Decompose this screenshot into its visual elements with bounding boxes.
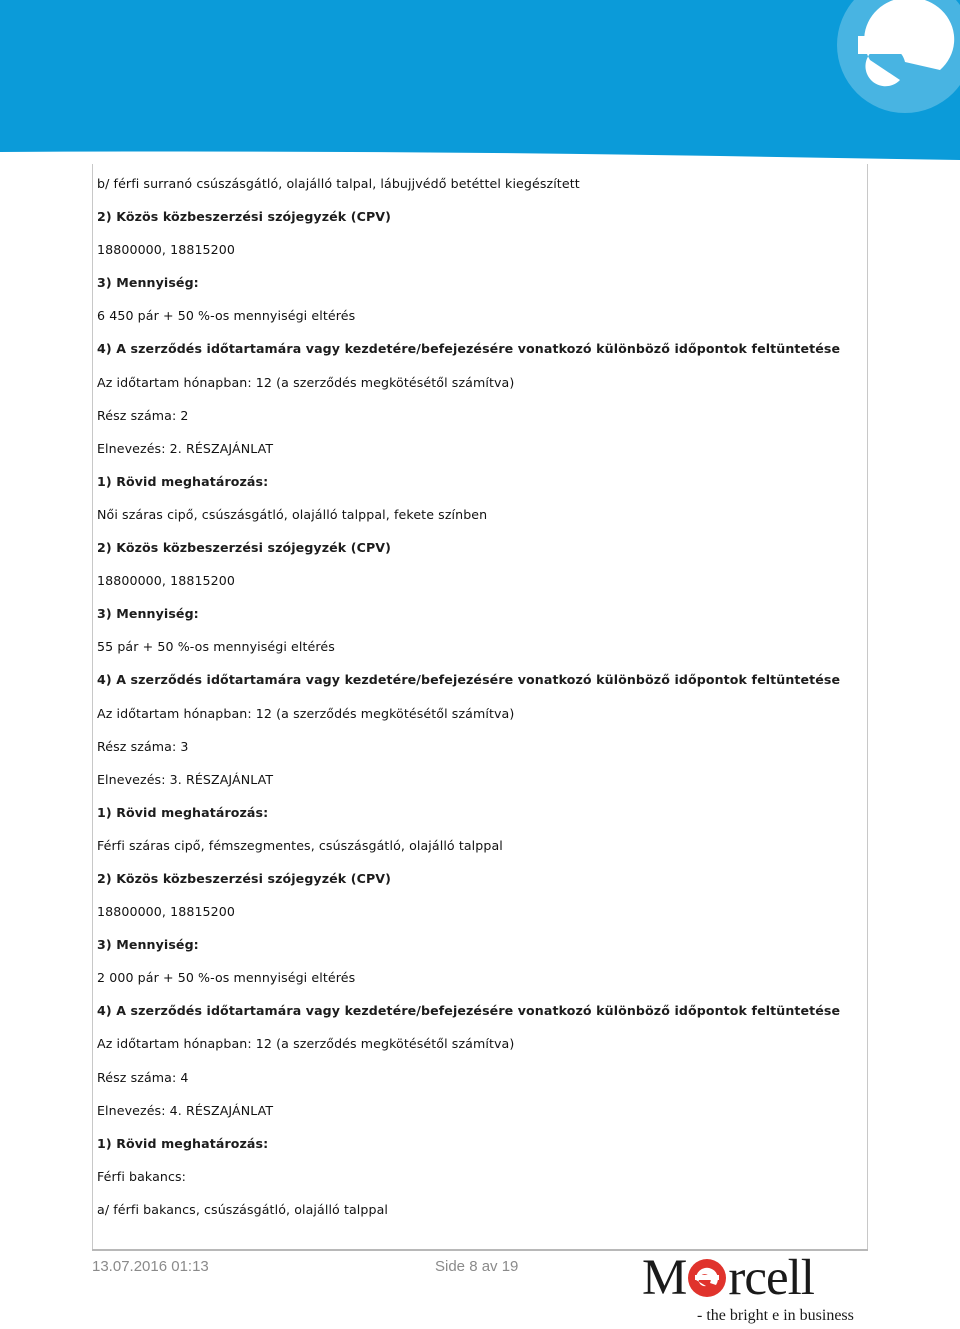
text-line: Az időtartam hónapban: 12 (a szerződés megkötésétől számítva) bbox=[97, 1036, 515, 1052]
section-heading: 3) Mennyiség: bbox=[97, 275, 199, 291]
section-heading: 4) A szerződés időtartamára vagy kezdetére/befejezésére vonatkozó különböző időpontok feltüntetése bbox=[97, 341, 841, 357]
document-body bbox=[97, 174, 857, 1233]
section-heading: 2) Közös közbeszerzési szójegyzék (CPV) bbox=[97, 540, 391, 556]
text-line: Elnevezés: 4. RÉSZAJÁNLAT bbox=[97, 1102, 274, 1118]
text-line: Férfi bakancs: bbox=[97, 1168, 187, 1184]
text-line: 2 000 pár + 50 %-os mennyiségi eltérés bbox=[97, 970, 356, 986]
text-line: 6 450 pár + 50 %-os mennyiségi eltérés bbox=[97, 308, 356, 324]
section-heading: 1) Rövid meghatározás: bbox=[97, 1135, 269, 1151]
text-line: Rész száma: 4 bbox=[97, 1069, 189, 1085]
text-line: Az időtartam hónapban: 12 (a szerződés megkötésétől számítva) bbox=[97, 374, 515, 390]
section-heading: 1) Rövid meghatározás: bbox=[97, 804, 269, 820]
brand-name: M rcell bbox=[642, 1250, 814, 1306]
text-line: Női száras cipő, csúszásgátló, olajálló talppal, fekete színben bbox=[97, 506, 488, 522]
text-line: Férfi száras cipő, fémszegmentes, csúszásgátló, olajálló talppal bbox=[97, 837, 503, 853]
section-heading: 2) Közös közbeszerzési szójegyzék (CPV) bbox=[97, 870, 391, 886]
footer-page-number: Side 8 av 19 bbox=[435, 1258, 519, 1275]
text-line: 18800000, 18815200 bbox=[97, 242, 236, 258]
header-banner bbox=[0, 0, 960, 160]
brand-tagline: - the bright e in business bbox=[697, 1307, 854, 1324]
section-heading: 3) Mennyiség: bbox=[97, 606, 199, 622]
text-line: 18800000, 18815200 bbox=[97, 904, 236, 920]
section-heading: 2) Közös közbeszerzési szójegyzék (CPV) bbox=[97, 209, 391, 225]
text-line: Elnevezés: 2. RÉSZAJÁNLAT bbox=[97, 440, 274, 456]
footer-date: 13.07.2016 01:13 bbox=[92, 1258, 209, 1275]
section-heading: 4) A szerződés időtartamára vagy kezdetére/befejezésére vonatkozó különböző időpontok feltüntetése bbox=[97, 672, 841, 688]
text-line: Elnevezés: 3. RÉSZAJÁNLAT bbox=[97, 771, 274, 787]
section-heading: 3) Mennyiség: bbox=[97, 937, 199, 953]
text-line: Az időtartam hónapban: 12 (a szerződés megkötésétől számítva) bbox=[97, 705, 515, 721]
text-line: a/ férfi bakancs, csúszásgátló, olajálló talppal bbox=[97, 1201, 389, 1217]
text-line: Rész száma: 2 bbox=[97, 407, 189, 423]
brand-logo bbox=[642, 1252, 872, 1328]
section-heading: 4) A szerződés időtartamára vagy kezdetére/befejezésére vonatkozó különböző időpontok feltüntetése bbox=[97, 1003, 841, 1019]
text-line: b/ férfi surranó csúszásgátló, olajálló talpal, lábujjvédő betéttel kiegészített bbox=[97, 176, 580, 191]
section-heading: 1) Rövid meghatározás: bbox=[97, 473, 269, 489]
e-logo-icon bbox=[686, 1258, 728, 1298]
text-line: Rész száma: 3 bbox=[97, 738, 189, 754]
text-line: 18800000, 18815200 bbox=[97, 573, 236, 589]
text-line: 55 pár + 50 %-os mennyiségi eltérés bbox=[97, 639, 335, 655]
